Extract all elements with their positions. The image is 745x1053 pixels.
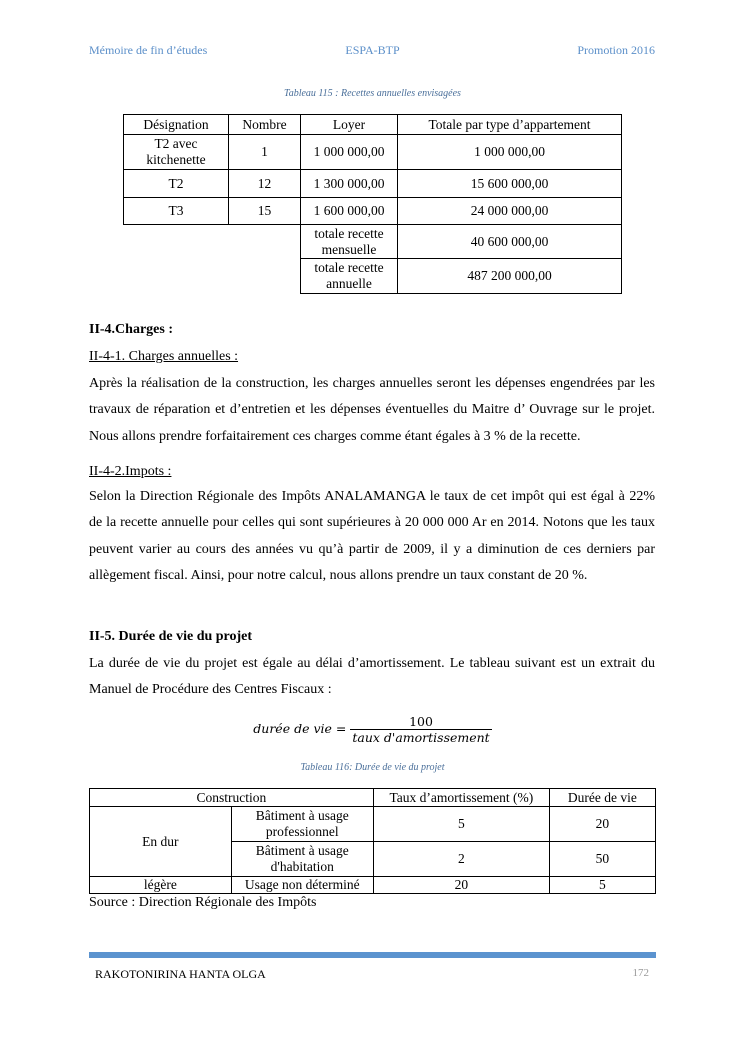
table1-caption: Tableau 115 : Recettes annuelles envisagées [284, 88, 461, 99]
cell: Bâtiment à usage professionnel [231, 807, 373, 842]
blank [124, 225, 301, 259]
footer-author: RAKOTONIRINA HANTA OLGA [95, 967, 266, 981]
cell: totale recette mensuelle [301, 225, 398, 259]
source-note: Source : Direction Régionale des Impôts [89, 895, 317, 910]
header-center: ESPA-BTP [345, 43, 400, 57]
table2-caption: Tableau 116: Durée de vie du projet [300, 762, 445, 773]
cell: légère [90, 877, 232, 894]
cell: T2 avec kitchenette [124, 135, 229, 170]
table-row [90, 877, 656, 894]
lifespan-table [89, 788, 656, 894]
th: Totale par type d’appartement [398, 115, 622, 135]
header-right: Promotion 2016 [577, 43, 655, 57]
revenue-table [123, 114, 622, 294]
total-row [124, 225, 622, 259]
subsection-charges-annuelles: II-4-1. Charges annuelles : [89, 349, 239, 364]
page-number: 172 [632, 967, 649, 979]
table-row [124, 198, 622, 225]
duree-paragraph: La durée de vie du projet est égale au délai d’amortissement. Le tableau suivant est un extrait du Manuel de Procédure des Centres Fiscaux : [89, 656, 655, 698]
cell: 12 [229, 170, 301, 198]
cell: 15 600 000,00 [398, 170, 622, 198]
fraction [350, 714, 491, 745]
th: Désignation [124, 115, 229, 135]
footer-bar [89, 952, 656, 958]
cell: 1 000 000,00 [398, 135, 622, 170]
table-row [90, 807, 656, 842]
cell: 1 300 000,00 [301, 170, 398, 198]
section-title-duree: II-5. Durée de vie du projet [89, 629, 253, 644]
cell: Usage non déterminé [231, 877, 373, 894]
cell: 40 600 000,00 [398, 225, 622, 259]
section-title-charges: II-4.Charges : [89, 322, 173, 337]
denominator: taux d'amortissement [352, 730, 490, 745]
charges-paragraph: Après la réalisation de la construction, les charges annuelles seront les dépenses engendrées par les travaux de réparation et d’entretien et les dépenses éventuelles du Maitre d’ Ouvrage sur le projet. Nous allons prendre forfaitairement ces charges comme étant égales à 3 % de la recette. [89, 376, 655, 444]
formula [0, 714, 745, 745]
cell: 1 [229, 135, 301, 170]
cell: 1 600 000,00 [301, 198, 398, 225]
numerator: 100 [350, 714, 491, 730]
blank [124, 259, 301, 294]
cell: 15 [229, 198, 301, 225]
th: Construction [90, 789, 374, 807]
cell: 20 [549, 807, 655, 842]
th: Loyer [301, 115, 398, 135]
cell: 2 [373, 842, 549, 877]
cell: 50 [549, 842, 655, 877]
cell: Bâtiment à usage d'habitation [231, 842, 373, 877]
total-row [124, 259, 622, 294]
cell: 5 [549, 877, 655, 894]
impots-paragraph: Selon la Direction Régionale des Impôts ANALAMANGA le taux de cet impôt qui est égal à 22% de la recette annuelle pour celles qui sont supérieures à 20 000 000 Ar en 2014. Notons que les taux peuvent varier au cours des années vu qu’à partir de 2009, il y a diminution de ces derniers par allègement fiscal. Ainsi, pour notre calcul, nous allons prendre un taux constant de 20 %. [89, 489, 655, 584]
cell: totale recette annuelle [301, 259, 398, 294]
th: Taux d’amortissement (%) [373, 789, 549, 807]
th: Durée de vie [549, 789, 655, 807]
table-row [124, 135, 622, 170]
subsection-impots: II-4-2.Impots : [89, 464, 172, 479]
header-left: Mémoire de fin d’études [89, 43, 208, 57]
cell: 24 000 000,00 [398, 198, 622, 225]
cell: En dur [90, 807, 232, 877]
cell: 487 200 000,00 [398, 259, 622, 294]
cell: 1 000 000,00 [301, 135, 398, 170]
th: Nombre [229, 115, 301, 135]
cell: T3 [124, 198, 229, 225]
cell: 20 [373, 877, 549, 894]
table-row [124, 170, 622, 198]
cell: T2 [124, 170, 229, 198]
formula-lhs: durée de vie = [253, 721, 347, 736]
cell: 5 [373, 807, 549, 842]
